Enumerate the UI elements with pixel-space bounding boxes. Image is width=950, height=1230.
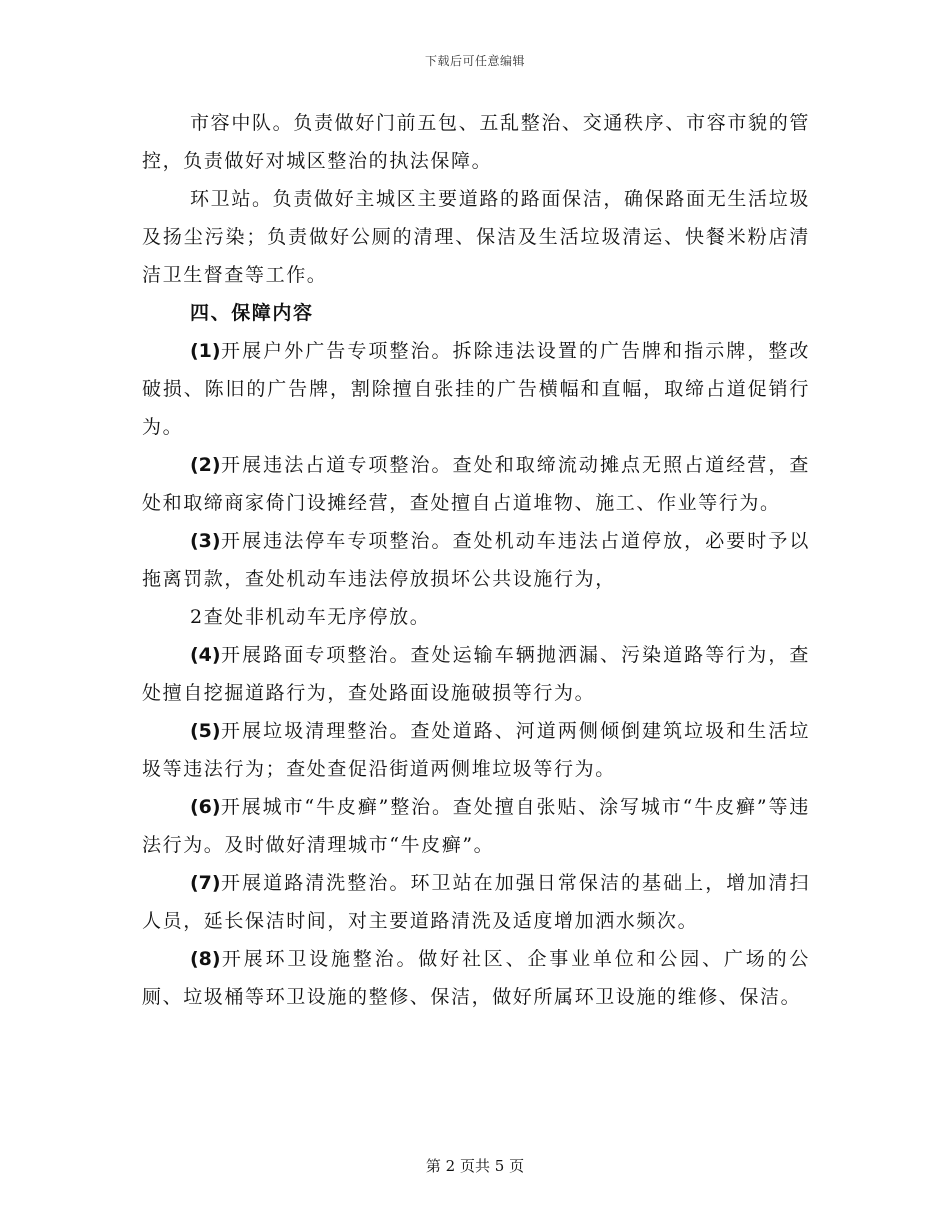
- paragraph-text: 市容中队。负责做好门前五包、五乱整治、交通秩序、市容市貌的管控，负责做好对城区整治的执法保障。: [142, 112, 810, 172]
- paragraph-text: 开展违法占道专项整治。查处和取缔流动摊点无照占道经营，查处和取缔商家倚门设摊经营，查处擅自占道堆物、施工、作业等行为。: [142, 454, 810, 514]
- paragraph-number: (4): [190, 644, 221, 666]
- paragraph-text: 开展违法停车专项整治。查处机动车违法占道停放，必要时予以拖离罚款，查处机动车违法停放损坏公共设施行为，: [142, 530, 810, 590]
- list-item-6: [142, 788, 810, 864]
- paragraph-text: 开展户外广告专项整治。拆除违法设置的广告牌和指示牌，整改破损、陈旧的广告牌，割除擅自张挂的广告横幅和直幅，取缔占道促销行为。: [142, 340, 810, 438]
- list-item-7: [142, 864, 810, 940]
- paragraph-text: 开展道路清洗整治。环卫站在加强日常保洁的基础上，增加清扫人员，延长保洁时间，对主要道路清洗及适度增加洒水频次。: [142, 872, 810, 932]
- paragraph-number: (3): [190, 530, 221, 552]
- list-item-2: [142, 446, 810, 522]
- paragraph-huanweizhan: [142, 180, 810, 294]
- paragraph-text: 开展垃圾清理整治。查处道路、河道两侧倾倒建筑垃圾和生活垃圾等违法行为；查处查促沿街道两侧堆垃圾等行为。: [142, 720, 810, 780]
- page-header: 下载后可任意编辑: [424, 54, 525, 68]
- section-heading: 四、保障内容: [190, 302, 314, 324]
- paragraph-text: 开展环卫设施整治。做好社区、企事业单位和公园、广场的公厕、垃圾桶等环卫设施的整修、保洁，做好所属环卫设施的维修、保洁。: [142, 948, 810, 1008]
- paragraph-number: (1): [190, 340, 221, 362]
- paragraph-number: (5): [190, 720, 221, 742]
- list-item-3-continued: [142, 598, 810, 636]
- page-footer: 第 2 页共 5 页: [425, 1157, 525, 1175]
- paragraph-text: 开展路面专项整治。查处运输车辆抛洒漏、污染道路等行为，查处擅自挖掘道路行为，查处路面设施破损等行为。: [142, 644, 810, 704]
- paragraph-number: (7): [190, 872, 221, 894]
- paragraph-text: 2查处非机动车无序停放。: [190, 606, 431, 628]
- list-item-1: [142, 332, 810, 446]
- list-item-4: [142, 636, 810, 712]
- paragraph-shirong-zhongdui: [142, 104, 810, 180]
- paragraph-number: (8): [190, 948, 221, 970]
- paragraph-number: (6): [190, 796, 221, 818]
- document-body: [142, 104, 810, 1016]
- paragraph-number: (2): [190, 454, 221, 476]
- list-item-8: [142, 940, 810, 1016]
- paragraph-text: 环卫站。负责做好主城区主要道路的路面保洁，确保路面无生活垃圾及扬尘污染；负责做好公厕的清理、保洁及生活垃圾清运、快餐米粉店清洁卫生督查等工作。: [142, 188, 810, 286]
- list-item-3: [142, 522, 810, 598]
- list-item-5: [142, 712, 810, 788]
- paragraph-text: 开展城市“牛皮癣”整治。查处擅自张贴、涂写城市“牛皮癣”等违法行为。及时做好清理城市“牛皮癣”。: [142, 796, 810, 856]
